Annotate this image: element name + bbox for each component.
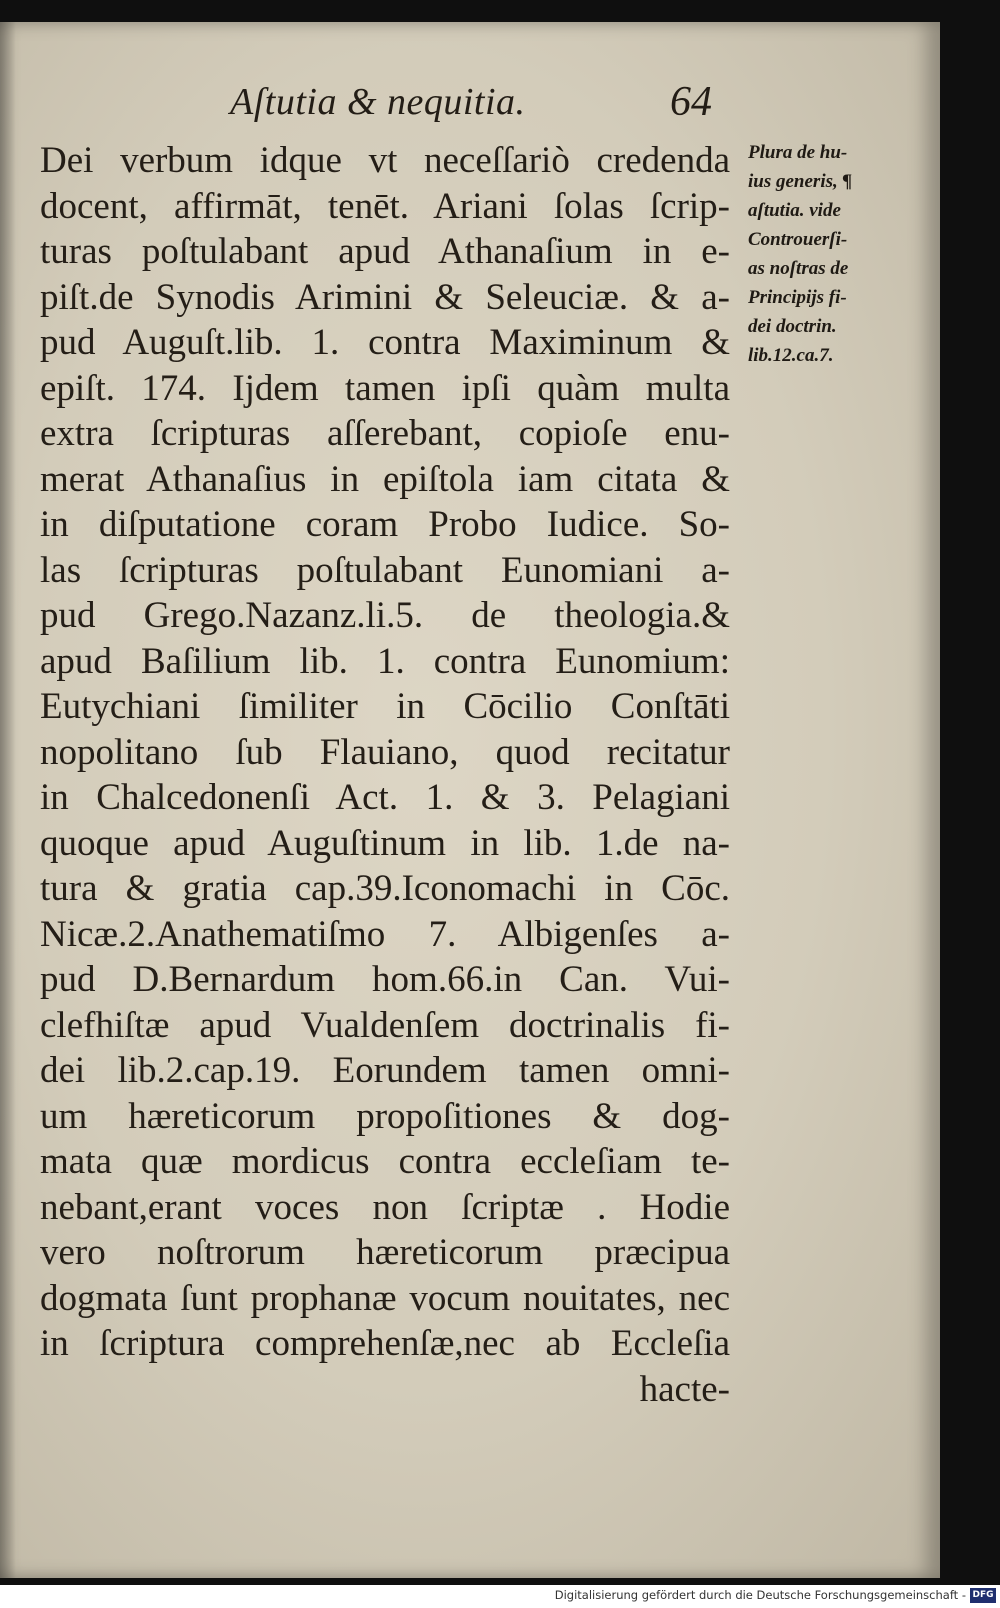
text-line: epiſt. 174. Ijdem tamen ipſi quàm multa	[40, 367, 730, 409]
page-header	[230, 80, 730, 136]
footer-bar	[0, 1585, 1000, 1608]
text-line: nebant,erant voces non ſcriptæ . Hodie	[40, 1186, 730, 1228]
marginal-note-line: Principijs fi-	[748, 287, 847, 308]
text-line: apud Baſilium lib. 1. contra Eunomium:	[40, 640, 730, 682]
text-line: vero noſtrorum hæreticorum præcipua	[40, 1232, 730, 1273]
marginal-note-line: as noſtras de	[748, 258, 849, 279]
text-line: docent, affirmāt, tenēt. Ariani ſolas ſcrip-	[40, 185, 730, 227]
spine-shadow	[0, 22, 16, 1578]
text-line: dogmata ſunt prophanæ vocum nouitates, nec	[40, 1277, 730, 1319]
text-line: piſt.de Synodis Arimini & Seleuciæ. & a-	[40, 276, 730, 318]
text-line: in diſputatione coram Probo Iudice. So-	[40, 504, 730, 545]
text-line: um hæreticorum propoſitiones & dog-	[40, 1095, 730, 1137]
text-line: tura & gratia cap.39.Iconomachi in Cōc.	[40, 868, 730, 909]
text-line: merat Athanaſius in epiſtola iam citata &	[40, 458, 730, 500]
marginal-note-line: dei doctrin.	[748, 316, 837, 337]
text-line: in Chalcedonenſi Act. 1. & 3. Pelagiani	[40, 777, 730, 818]
catchword: hacte-	[639, 1368, 730, 1410]
text-line: extra ſcripturas aſſerebant, copioſe enu-	[40, 413, 730, 454]
text-line: las ſcripturas poſtulabant Eunomiani a-	[40, 549, 730, 591]
funding-credit: Digitalisierung gefördert durch die Deutsche Forschungsgemeinschaft -	[554, 1588, 966, 1602]
text-line: mata quæ mordicus contra eccleſiam te-	[40, 1141, 730, 1182]
text-line: clefhiſtæ apud Vualdenſem doctrinalis fi-	[40, 1004, 730, 1046]
text-line: turas poſtulabant apud Athanaſium in e-	[40, 231, 730, 272]
page-number: 64	[670, 79, 712, 125]
text-line: Dei verbum idque vt neceſſariò credenda	[40, 140, 730, 181]
text-line: quoque apud Auguſtinum in lib. 1.de na-	[40, 822, 730, 864]
marginal-note-line: Plura de hu-	[748, 142, 848, 163]
body-text	[40, 138, 730, 1412]
marginal-note-line: ius generis, ¶	[748, 171, 852, 192]
text-line: dei lib.2.cap.19. Eorundem tamen omni-	[40, 1050, 730, 1091]
text-line: pud Auguſt.lib. 1. contra Maximinum &	[40, 322, 730, 363]
marginal-note-line: lib.12.ca.7.	[748, 345, 834, 366]
running-head: Aſtutia & nequitia.	[230, 81, 526, 123]
text-line: pud D.Bernardum hom.66.in Can. Vui-	[40, 959, 730, 1000]
text-line: pud Grego.Nazanz.li.5. de theologia.&	[40, 595, 730, 636]
text-line: Eutychiani ſimiliter in Cōcilio Conſtāti	[40, 686, 730, 727]
marginal-note-line: aſtutia. vide	[748, 200, 841, 221]
text-line: in ſcriptura comprehenſæ,nec ab Eccleſia	[40, 1323, 730, 1364]
marginal-note	[748, 138, 878, 370]
marginal-note-line: Controuerſi-	[748, 229, 848, 250]
dfg-logo: DFG	[970, 1588, 996, 1603]
text-line: Nicæ.2.Anathematiſmo 7. Albigenſes a-	[40, 913, 730, 955]
text-line: nopolitano ſub Flauiano, quod recitatur	[40, 731, 730, 773]
